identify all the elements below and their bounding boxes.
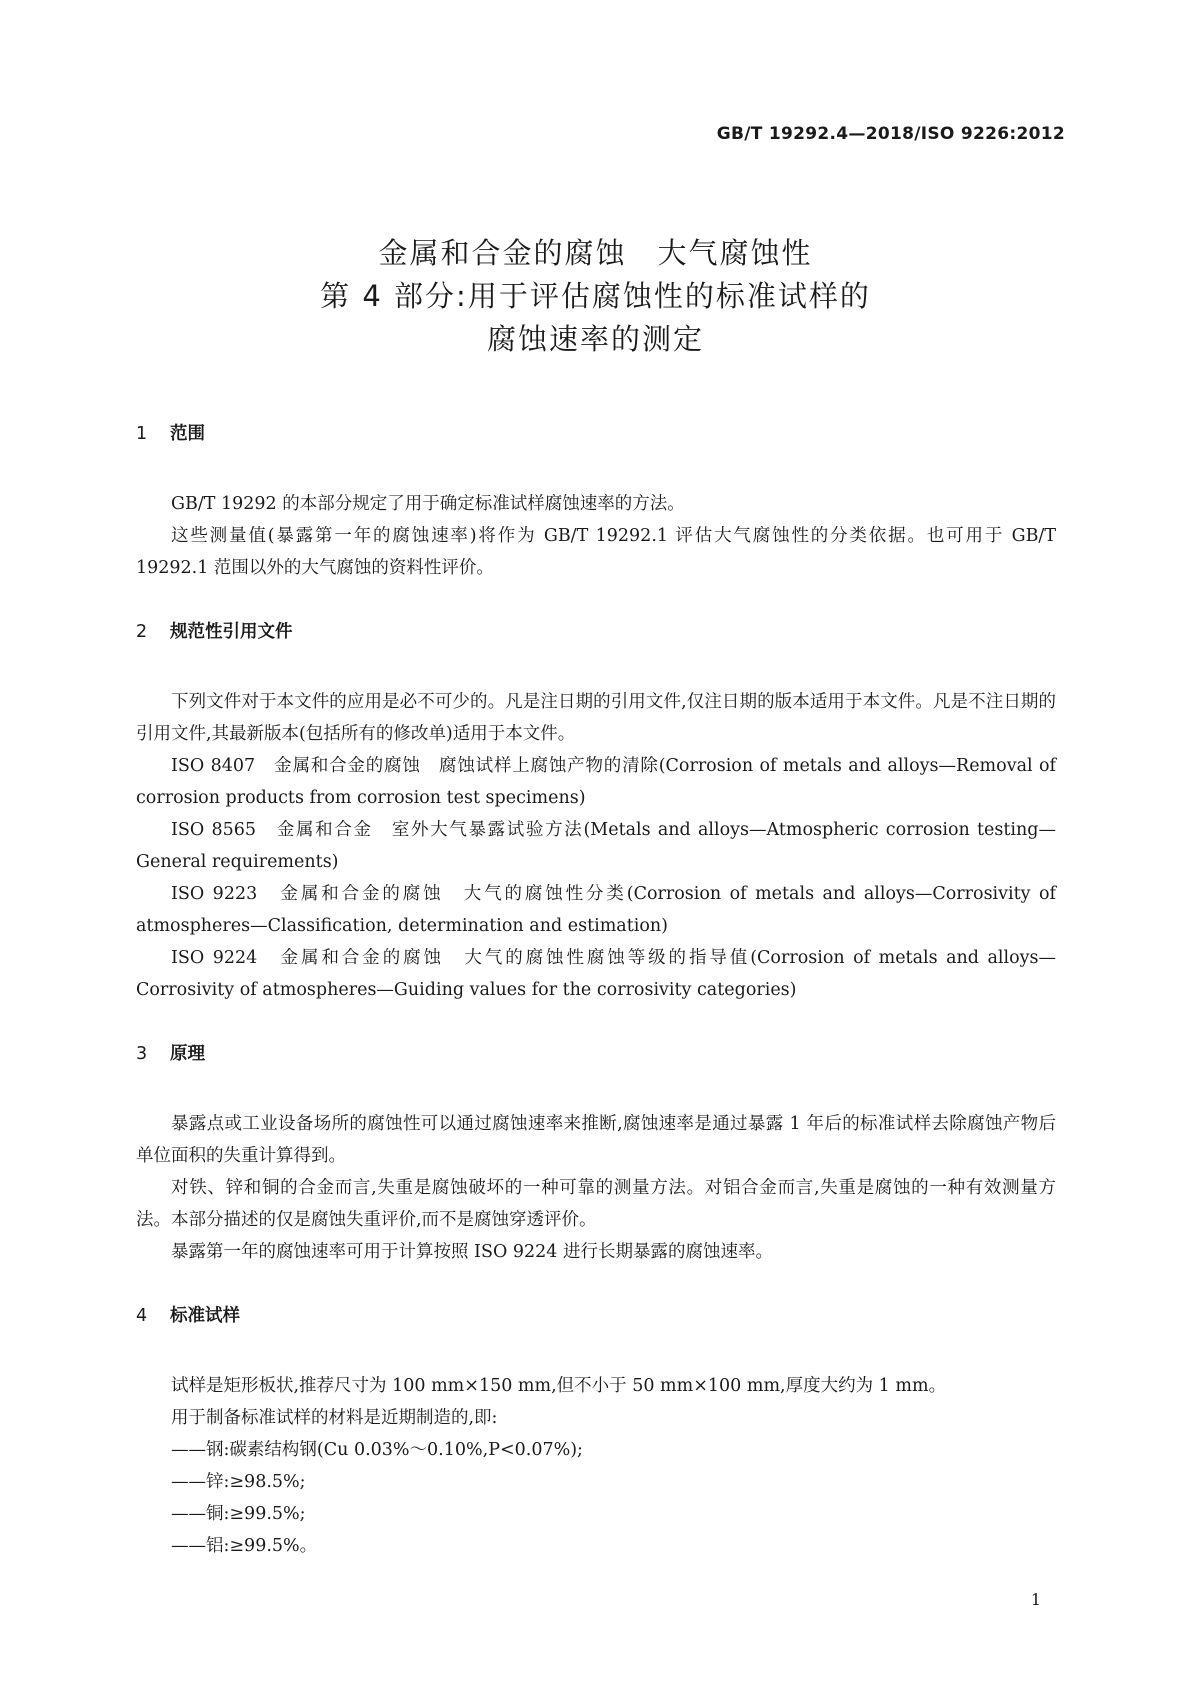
- section-title: 标准试样: [170, 1306, 240, 1326]
- paragraph: 暴露点或工业设备场所的腐蚀性可以通过腐蚀速率来推断,腐蚀速率是通过暴露 1 年后的标准试样去除腐蚀产物后单位面积的失重计算得到。: [136, 1114, 1056, 1166]
- list-item: ——铜:≥99.5%;: [171, 1504, 306, 1524]
- paragraph: 试样是矩形板状,推荐尺寸为 100 mm×150 mm,但不小于 50 mm×100 mm,厚度大约为 1 mm。: [171, 1376, 947, 1396]
- section-heading: [136, 618, 1056, 646]
- section-title: 原理: [170, 1044, 205, 1064]
- section-title: 规范性引用文件: [170, 622, 293, 642]
- title-line-2: 第 4 部分:用于评估腐蚀性的标准试样的: [320, 279, 871, 313]
- list-item: ——锌:≥98.5%;: [171, 1472, 306, 1492]
- section-number: 2: [136, 622, 148, 642]
- section-heading: [136, 420, 1056, 448]
- list-item: ——铝:≥99.5%。: [171, 1536, 318, 1556]
- section-number: 3: [136, 1044, 148, 1064]
- list-item: ——钢:碳素结构钢(Cu 0.03%～0.10%,P<0.07%);: [171, 1440, 583, 1460]
- section-scope: [136, 420, 1056, 584]
- paragraph: GB/T 19292 的本部分规定了用于确定标准试样腐蚀速率的方法。: [171, 494, 685, 514]
- paragraph: 这些测量值(暴露第一年的腐蚀速率)将作为 GB/T 19292.1 评估大气腐蚀性的分类依据。也可用于 GB/T 19292.1 范围以外的大气腐蚀的资料性评价。: [136, 526, 1056, 578]
- section-normative-references: [136, 618, 1056, 1006]
- title-line-1: 金属和合金的腐蚀 大气腐蚀性: [378, 236, 813, 270]
- reference-iso-9223: ISO 9223 金属和合金的腐蚀 大气的腐蚀性分类(Corrosion of metals and alloys—Corrosivity of atmospheres—Classification, determination and estimation): [136, 884, 1056, 936]
- section-title: 范围: [170, 424, 205, 444]
- reference-iso-8565: ISO 8565 金属和合金 室外大气暴露试验方法(Metals and alloys—Atmospheric corrosion testing—General requirements): [136, 820, 1056, 872]
- reference-iso-9224: ISO 9224 金属和合金的腐蚀 大气的腐蚀性腐蚀等级的指导值(Corrosion of metals and alloys—Corrosivity of atmospheres—Guiding values for the corrosivity categories): [136, 948, 1056, 1000]
- section-heading: [136, 1302, 1056, 1330]
- document-body: [136, 420, 1056, 1596]
- title-line-3: 腐蚀速率的测定: [486, 322, 704, 356]
- section-standard-specimens: [136, 1302, 1056, 1562]
- section-number: 1: [136, 424, 148, 444]
- paragraph: 下列文件对于本文件的应用是必不可少的。凡是注日期的引用文件,仅注日期的版本适用于本文件。凡是不注日期的引用文件,其最新版本(包括所有的修改单)适用于本文件。: [136, 692, 1056, 744]
- section-principle: [136, 1040, 1056, 1268]
- section-number: 4: [136, 1306, 148, 1326]
- reference-iso-8407: ISO 8407 金属和合金的腐蚀 腐蚀试样上腐蚀产物的清除(Corrosion of metals and alloys—Removal of corrosion products from corrosion test specimens): [136, 756, 1056, 808]
- paragraph: 暴露第一年的腐蚀速率可用于计算按照 ISO 9224 进行长期暴露的腐蚀速率。: [171, 1242, 773, 1262]
- section-heading: [136, 1040, 1056, 1068]
- standard-number: GB/T 19292.4—2018/ISO 9226:2012: [716, 124, 1065, 144]
- page-number: 1: [1030, 1590, 1041, 1609]
- paragraph: 对铁、锌和铜的合金而言,失重是腐蚀破坏的一种可靠的测量方法。对铝合金而言,失重是腐蚀的一种有效测量方法。本部分描述的仅是腐蚀失重评价,而不是腐蚀穿透评价。: [136, 1178, 1056, 1230]
- document-title: [0, 232, 1191, 361]
- paragraph: 用于制备标准试样的材料是近期制造的,即:: [171, 1408, 498, 1428]
